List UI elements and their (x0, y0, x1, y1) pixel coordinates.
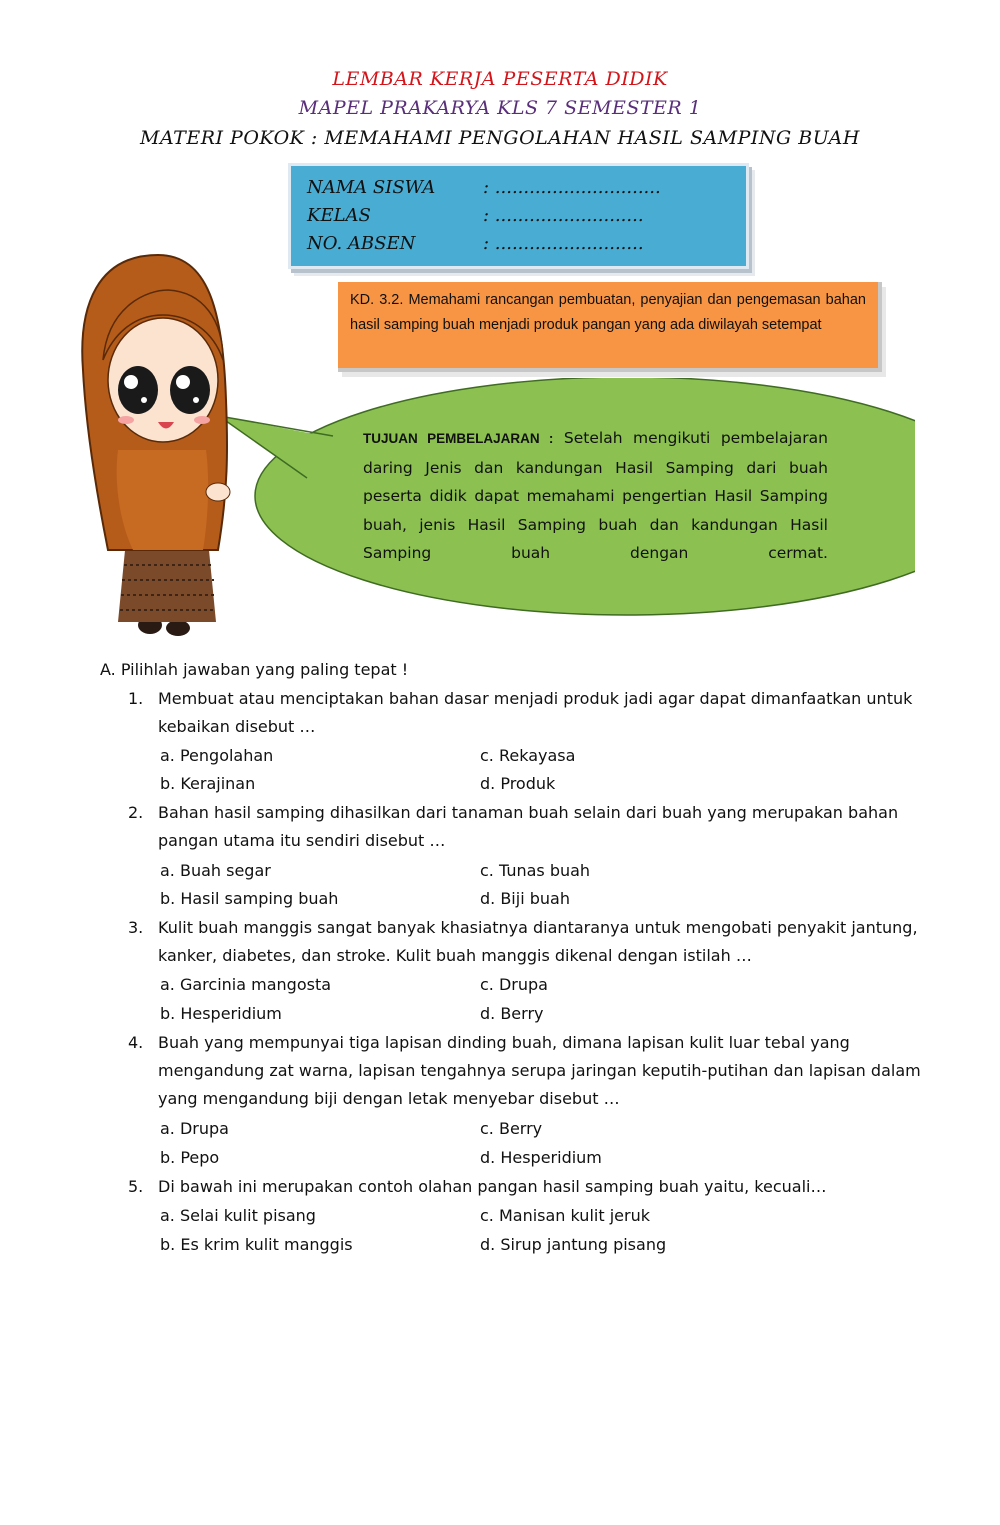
objective-text: Setelah mengikuti pembelajaran daring Jenis dan kandungan Hasil Samping dari buah peserta didik dapat memahami pengertian Hasil Samping buah, jenis Hasil Samping buah dan kandungan Hasil Samping buah dengan cermat. (363, 429, 828, 562)
question-number: 3. (128, 918, 144, 937)
question-text: Di bawah ini merupakan contoh olahan pangan hasil samping buah yaitu, kecuali… (158, 1177, 827, 1196)
option-d[interactable]: d. Produk (480, 774, 556, 793)
student-identity-box (288, 163, 749, 269)
hijab-girl-illustration (78, 250, 278, 640)
kd-box (338, 282, 882, 372)
question-text: Kulit buah manggis sangat banyak khasiatnya diantaranya untuk mengobati penyakit jantung, kanker, diabetes, dan stroke. Kulit buah manggis dikenal dengan istilah … (158, 918, 918, 965)
name-field[interactable]: : ............................. (483, 177, 661, 198)
option-a[interactable]: a. Buah segar (160, 861, 271, 880)
option-d[interactable]: d. Sirup jantung pisang (480, 1235, 667, 1254)
option-b[interactable]: b. Hasil samping buah (160, 889, 339, 908)
option-d[interactable]: d. Biji buah (480, 889, 570, 908)
class-field[interactable]: : .......................... (483, 205, 644, 226)
option-c[interactable]: c. Manisan kulit jeruk (480, 1206, 650, 1225)
question-text: Buah yang mempunyai tiga lapisan dinding buah, dimana lapisan kulit luar tebal yang mengandung zat warna, lapisan tengahnya serupa jaringan keputih-putihan dan lapisan dalam yang mengandung biji dengan letak menyebar disebut … (158, 1033, 921, 1108)
objective-label: TUJUAN PEMBELAJARAN : (363, 431, 554, 446)
identity-label: NAMA SISWA (307, 177, 436, 198)
option-b[interactable]: b. Es krim kulit manggis (160, 1235, 353, 1254)
identity-label: NO. ABSEN (307, 233, 416, 254)
option-c[interactable]: c. Rekayasa (480, 746, 576, 765)
option-b[interactable]: b. Kerajinan (160, 774, 256, 793)
option-a[interactable]: a. Drupa (160, 1119, 229, 1138)
option-c[interactable]: c. Drupa (480, 975, 548, 994)
worksheet-subtitle: MAPEL PRAKARYA KLS 7 SEMESTER 1 (298, 97, 702, 119)
question-number: 2. (128, 803, 144, 822)
question-text: Bahan hasil samping dihasilkan dari tanaman buah selain dari buah yang merupakan bahan pangan utama itu sendiri disebut … (158, 803, 899, 850)
option-d[interactable]: d. Hesperidium (480, 1148, 602, 1167)
section-heading: A. Pilihlah jawaban yang paling tepat ! (100, 660, 409, 679)
option-b[interactable]: b. Pepo (160, 1148, 220, 1167)
question-number: 4. (128, 1033, 144, 1052)
question-text: Membuat atau menciptakan bahan dasar menjadi produk jadi agar dapat dimanfaatkan untuk kebaikan disebut … (158, 689, 913, 736)
worksheet-title: LEMBAR KERJA PESERTA DIDIK (332, 68, 668, 90)
option-c[interactable]: c. Berry (480, 1119, 543, 1138)
option-b[interactable]: b. Hesperidium (160, 1004, 282, 1023)
learning-objective (363, 424, 828, 568)
absen-field[interactable]: : .......................... (483, 233, 644, 254)
option-c[interactable]: c. Tunas buah (480, 861, 591, 880)
worksheet-topic: MATERI POKOK : MEMAHAMI PENGOLAHAN HASIL SAMPING BUAH (140, 127, 860, 149)
question-number: 5. (128, 1177, 144, 1196)
question-number: 1. (128, 689, 144, 708)
option-d[interactable]: d. Berry (480, 1004, 544, 1023)
option-a[interactable]: a. Selai kulit pisang (160, 1206, 316, 1225)
identity-label: KELAS (307, 205, 371, 226)
option-a[interactable]: a. Pengolahan (160, 746, 274, 765)
option-a[interactable]: a. Garcinia mangosta (160, 975, 332, 994)
kd-text: KD. 3.2. Memahami rancangan pembuatan, penyajian dan pengemasan bahan hasil samping buah menjadi produk pangan yang ada diwilayah setempat (350, 292, 866, 333)
